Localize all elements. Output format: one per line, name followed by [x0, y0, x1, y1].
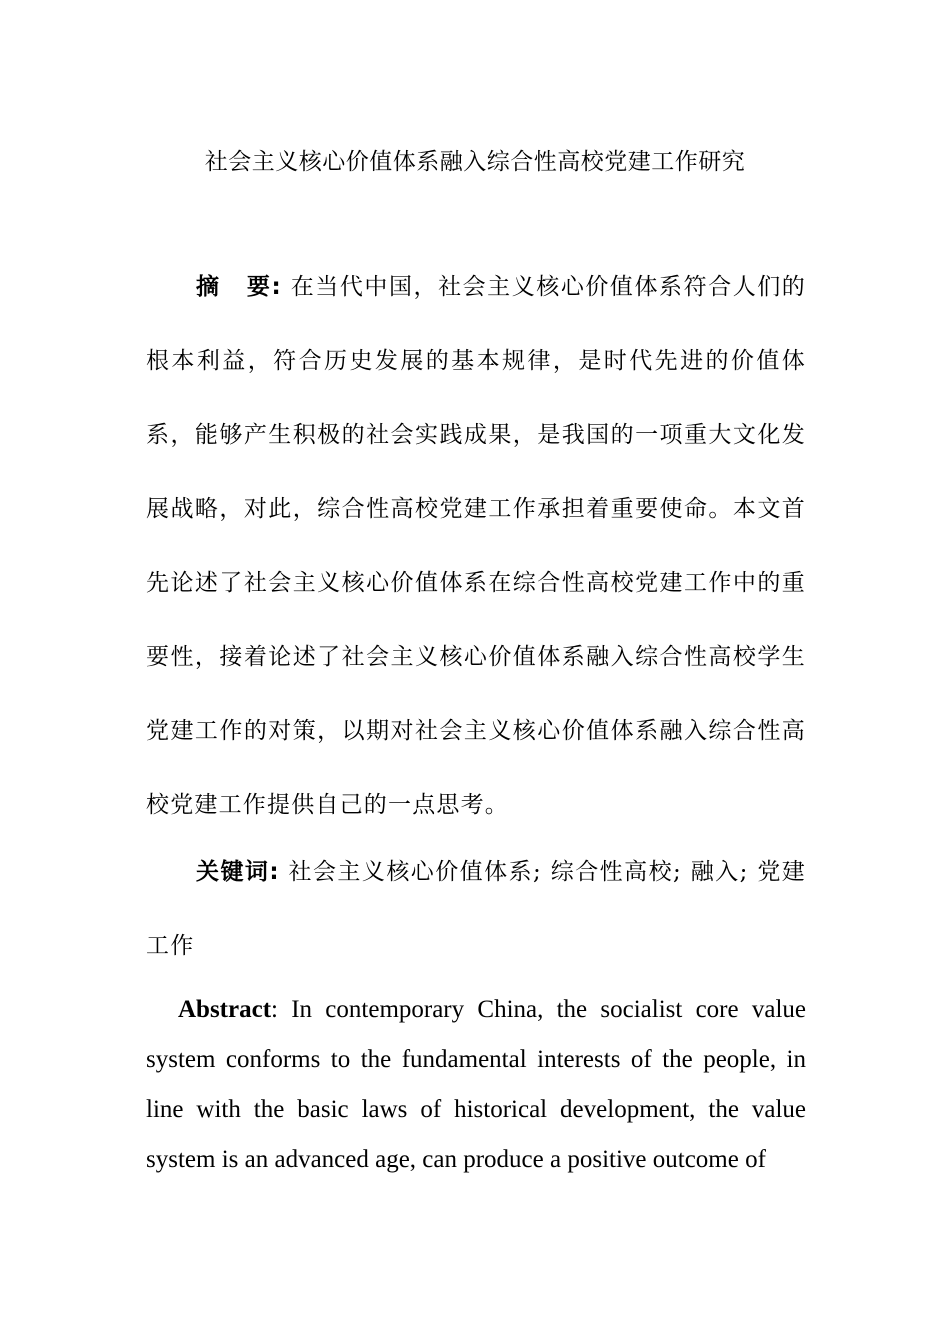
keywords-label-cn: 关键词: — [196, 859, 280, 885]
abstract-label-cn-part2: 要: — [246, 274, 282, 300]
abstract-text-en: : In contemporary China, the socialist core value system conforms to the fundamental interests of the people, in line with the basic laws of historical development, the value system is an advanced age, can produce a positive outcome of — [146, 996, 806, 1173]
abstract-label-cn — [196, 274, 282, 300]
english-abstract — [146, 985, 806, 1185]
abstract-label-cn-part1: 摘 — [196, 274, 221, 300]
abstract-text-cn: 在当代中国，社会主义核心价值体系符合人们的根本利益，符合历史发展的基本规律，是时代先进的价值体系，能够产生积极的社会实践成果，是我国的一项重大文化发展战略，对此，综合性高校党建工作承担着重要使命。本文首先论述了社会主义核心价值体系在综合性高校党建工作中的重要性，接着论述了社会主义核心价值体系融入综合性高校学生党建工作的对策，以期对社会主义核心价值体系融入综合性高校党建工作提供自己的一点思考。 — [146, 274, 807, 818]
paper-title: 社会主义核心价值体系融入综合性高校党建工作研究 — [204, 149, 746, 175]
abstract-label-en: Abstract — [178, 996, 272, 1023]
keywords-text-cn: 社会主义核心价值体系; 综合性高校; 融入; 党建工作 — [146, 859, 807, 959]
chinese-abstract — [146, 250, 806, 842]
chinese-keywords — [146, 835, 806, 983]
